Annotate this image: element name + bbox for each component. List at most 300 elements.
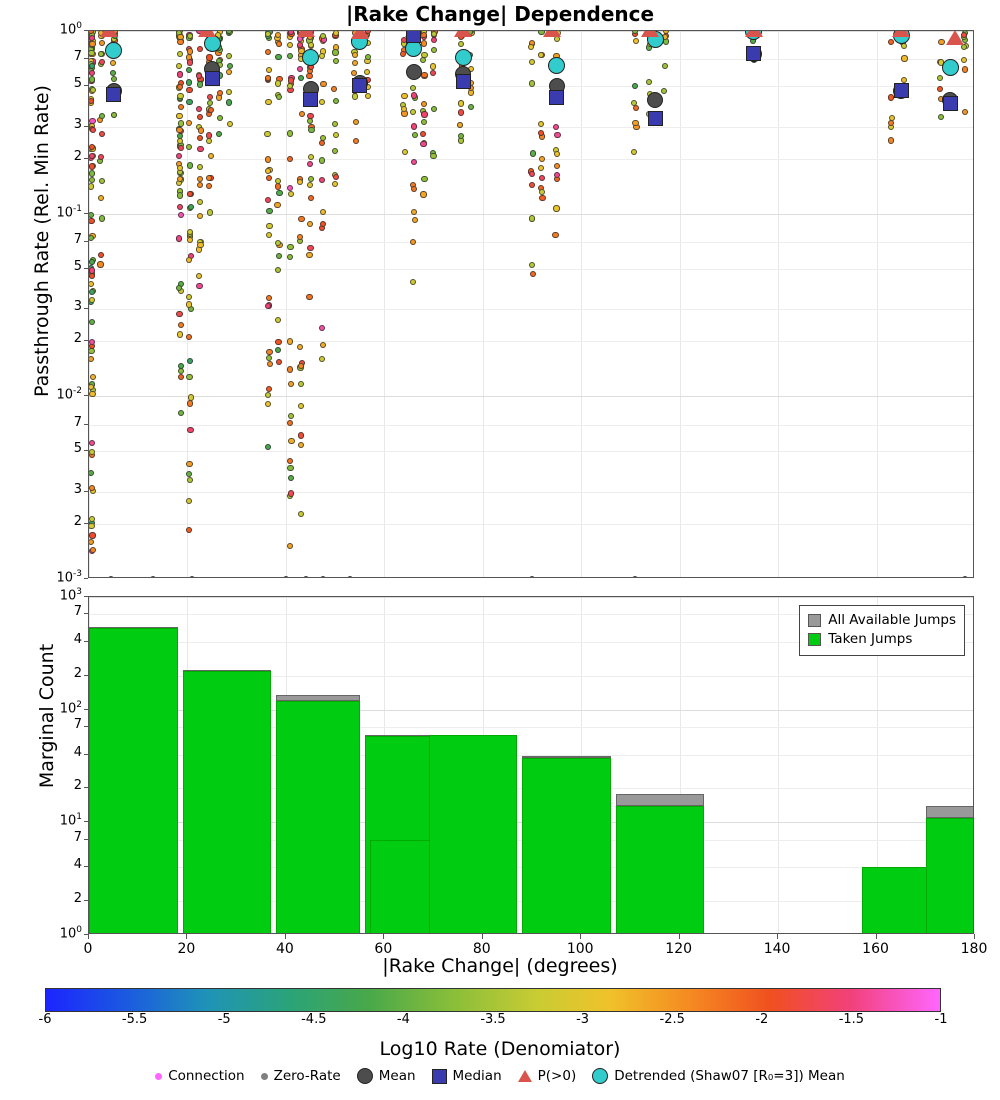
top-axis-ylabel: Passthrough Rate (Rel. Min Rate) xyxy=(31,85,53,397)
scatter-point xyxy=(196,273,202,279)
scatter-point xyxy=(431,47,437,53)
scatter-point xyxy=(353,119,359,125)
x-tick xyxy=(383,934,384,939)
x-tick-label: 120 xyxy=(665,941,693,957)
scatter-point xyxy=(307,245,313,251)
scatter-point xyxy=(266,232,272,238)
gridline-vertical xyxy=(778,597,779,933)
scatter-point xyxy=(265,197,271,203)
scatter-point xyxy=(177,165,183,171)
y-tick xyxy=(84,596,88,597)
colorbar-tick-label: -1 xyxy=(934,1012,948,1027)
scatter-point xyxy=(227,63,233,69)
y-tick xyxy=(84,523,88,524)
summary-marker-p-gt-0 xyxy=(641,31,659,37)
scatter-point xyxy=(276,190,282,196)
legend-item-all-jumps xyxy=(808,611,956,630)
y-tick-label: $10^{-3}$ xyxy=(56,569,82,586)
summary-marker-detrended-mean xyxy=(942,59,959,76)
scatter-point xyxy=(888,137,894,143)
scatter-point xyxy=(420,141,426,147)
scatter-point xyxy=(186,144,192,150)
scatter-point xyxy=(186,374,192,380)
scatter-point xyxy=(529,80,535,86)
summary-marker-median xyxy=(406,31,421,43)
y-tick-label: 5 xyxy=(73,258,82,274)
legend-label-all-jumps: All Available Jumps xyxy=(828,612,956,628)
scatter-point xyxy=(89,177,95,183)
scatter-point xyxy=(197,182,203,188)
legend-label-taken-jumps: Taken Jumps xyxy=(828,631,913,647)
scatter-point xyxy=(89,523,95,529)
marker-legend xyxy=(0,1068,1000,1084)
scatter-point xyxy=(187,400,193,406)
scatter-point xyxy=(266,386,272,392)
scatter-point xyxy=(178,410,184,416)
scatter-point xyxy=(89,183,94,189)
scatter-point xyxy=(276,359,282,365)
scatter-point xyxy=(554,172,560,178)
scatter-point xyxy=(186,334,192,340)
scatter-point xyxy=(298,432,304,438)
legend-label: Connection xyxy=(168,1068,245,1084)
scatter-point xyxy=(99,215,105,221)
scatter-point xyxy=(176,127,182,133)
scatter-point xyxy=(177,84,183,90)
scatter-point xyxy=(528,44,534,50)
scatter-point xyxy=(206,183,212,189)
scatter-point xyxy=(411,92,417,98)
y-tick-label: 2 xyxy=(73,891,82,907)
scatter-point xyxy=(331,86,337,92)
scatter-point xyxy=(457,122,463,128)
scatter-point xyxy=(217,90,223,96)
histogram-bar-taken-jumps xyxy=(522,758,611,933)
scatter-point xyxy=(287,244,293,250)
scatter-point xyxy=(365,93,371,99)
scatter-point xyxy=(288,381,294,387)
scatter-point xyxy=(206,54,212,60)
summary-marker-detrended-mean xyxy=(302,49,319,66)
histogram-bar-taken-jumps xyxy=(862,867,936,933)
y-tick xyxy=(84,821,88,822)
histogram-bar-taken-jumps xyxy=(616,806,705,933)
scatter-point xyxy=(458,41,464,47)
gridline-horizontal-minor xyxy=(89,451,973,452)
x-tick-label: 20 xyxy=(177,941,196,957)
scatter-point xyxy=(287,42,293,48)
scatter-point xyxy=(187,237,193,243)
scatter-point xyxy=(275,267,281,273)
gridline-vertical xyxy=(483,31,484,577)
scatter-point xyxy=(217,115,223,121)
scatter-point xyxy=(90,374,96,380)
scatter-point xyxy=(89,339,95,345)
summary-marker-p-gt-0 xyxy=(745,31,763,37)
scatter-point xyxy=(177,51,183,57)
scatter-point xyxy=(410,279,416,285)
x-tick xyxy=(186,934,187,939)
legend-item xyxy=(357,1068,416,1084)
x-tick-label: 160 xyxy=(862,941,889,957)
scatter-point xyxy=(176,311,182,317)
colorbar-tick-label: -6 xyxy=(38,1012,52,1027)
scatter-point xyxy=(298,75,304,81)
scatter-point xyxy=(89,297,95,303)
scatter-point xyxy=(89,163,95,169)
scatter-point xyxy=(265,156,271,162)
scatter-point xyxy=(365,54,371,60)
scatter-point xyxy=(89,50,95,56)
x-tick xyxy=(777,934,778,939)
scatter-point xyxy=(401,93,407,99)
scatter-point xyxy=(299,111,305,117)
scatter-point xyxy=(287,254,293,260)
gridline-vertical xyxy=(877,31,878,577)
zero-rate-point xyxy=(320,576,326,577)
scatter-point xyxy=(288,191,294,197)
summary-marker-p-gt-0 xyxy=(100,31,118,37)
scatter-point xyxy=(198,127,204,133)
scatter-point xyxy=(187,477,193,483)
scatter-point xyxy=(177,192,183,198)
dot-icon xyxy=(155,1073,162,1080)
scatter-point xyxy=(553,124,559,130)
colorbar-tick-label: -2.5 xyxy=(659,1012,685,1027)
scatter-point xyxy=(187,33,193,39)
scatter-point xyxy=(631,149,637,155)
scatter-point xyxy=(178,145,184,151)
summary-marker-mean xyxy=(647,92,663,108)
scatter-point xyxy=(206,138,212,144)
y-tick-label: 4 xyxy=(73,857,82,873)
x-tick-label: 0 xyxy=(83,941,93,957)
y-tick xyxy=(84,491,88,492)
scatter-point xyxy=(99,178,105,184)
y-tick xyxy=(84,85,88,86)
scatter-point xyxy=(307,221,313,227)
gridline-vertical xyxy=(581,31,582,577)
y-tick xyxy=(84,450,88,451)
scatter-point xyxy=(554,36,560,42)
colorbar-tick-label: -3 xyxy=(576,1012,590,1027)
scatter-point xyxy=(275,347,281,353)
scatter-point xyxy=(89,539,94,545)
scatter-point xyxy=(412,132,418,138)
scatter-point xyxy=(308,176,314,182)
scatter-point xyxy=(197,135,203,141)
y-tick xyxy=(84,641,88,642)
summary-marker-median xyxy=(746,46,761,61)
scatter-point xyxy=(901,43,907,49)
scatter-point xyxy=(401,106,407,112)
scatter-point xyxy=(207,100,213,106)
summary-marker-median xyxy=(943,96,958,111)
scatter-point xyxy=(186,99,192,105)
scatter-point xyxy=(89,440,95,446)
scatter-point xyxy=(410,239,416,245)
scatter-point xyxy=(275,54,281,60)
scatter-point xyxy=(89,235,94,241)
colorbar-tick-label: -2 xyxy=(755,1012,769,1027)
x-tick xyxy=(285,934,286,939)
y-tick xyxy=(84,726,88,727)
scatter-point xyxy=(288,490,294,496)
x-tick-label: 180 xyxy=(960,941,988,957)
scatter-point xyxy=(265,75,271,81)
x-tick xyxy=(876,934,877,939)
scatter-point xyxy=(539,189,545,195)
summary-marker-detrended-mean xyxy=(455,49,472,66)
scatter-point xyxy=(320,81,326,87)
y-tick xyxy=(84,308,88,309)
scatter-point xyxy=(554,163,560,169)
scatter-point xyxy=(319,99,325,105)
zero-rate-point xyxy=(962,576,968,577)
scatter-point xyxy=(287,543,293,549)
histogram-bar-taken-jumps xyxy=(276,701,360,933)
scatter-point xyxy=(207,209,213,215)
gridline-horizontal-minor xyxy=(89,242,973,243)
y-tick xyxy=(84,424,88,425)
summary-marker-detrended-mean xyxy=(405,40,422,57)
scatter-point xyxy=(421,101,427,107)
legend-item-taken-jumps xyxy=(808,630,956,649)
scatter-point xyxy=(197,164,203,170)
scatter-point xyxy=(431,37,437,43)
y-tick-label: 2 xyxy=(73,148,82,164)
summary-marker-p-gt-0 xyxy=(892,31,910,37)
scatter-point xyxy=(468,104,474,110)
y-tick-label: 2 xyxy=(73,514,82,529)
scatter-point xyxy=(177,93,183,99)
scatter-point xyxy=(458,109,464,115)
summary-marker-median xyxy=(106,87,121,102)
summary-marker-p-gt-0 xyxy=(198,31,216,37)
scatter-plot-axes xyxy=(88,30,974,578)
summary-marker-median xyxy=(894,83,909,98)
scatter-point xyxy=(197,114,203,120)
y-tick xyxy=(84,213,88,214)
scatter-point xyxy=(552,232,558,238)
scatter-point xyxy=(319,157,325,163)
legend-label: P(>0) xyxy=(537,1068,577,1084)
scatter-point xyxy=(646,79,652,85)
scatter-point xyxy=(178,212,184,218)
histogram-bar-taken-jumps xyxy=(183,671,272,933)
scatter-point xyxy=(287,366,293,372)
scatter-point xyxy=(186,120,192,126)
y-tick xyxy=(84,754,88,755)
scatter-point xyxy=(186,257,192,263)
scatter-point xyxy=(208,107,214,113)
scatter-point xyxy=(89,281,94,287)
scatter-point xyxy=(297,66,303,72)
colorbar-tick-label: -4.5 xyxy=(301,1012,327,1027)
scatter-point xyxy=(226,89,232,95)
y-tick-label: 2 xyxy=(73,778,82,794)
scatter-point xyxy=(320,221,326,227)
scatter-point xyxy=(307,182,313,188)
zero-rate-point xyxy=(529,576,535,577)
scatter-point xyxy=(98,252,104,258)
x-tick-label: 140 xyxy=(763,941,791,957)
y-tick xyxy=(84,613,88,614)
scatter-point xyxy=(319,177,325,183)
histogram-axes xyxy=(88,596,974,934)
scatter-point xyxy=(274,202,280,208)
summary-marker-median xyxy=(303,92,318,107)
scatter-point xyxy=(937,86,943,92)
scatter-point xyxy=(197,199,203,205)
zero-rate-point xyxy=(150,576,156,577)
scatter-point xyxy=(539,195,545,201)
scatter-point xyxy=(553,205,559,211)
y-tick-label: 2 xyxy=(73,665,82,681)
x-tick-label: 100 xyxy=(566,941,594,957)
scatter-point xyxy=(98,195,104,201)
scatter-point xyxy=(177,71,183,77)
scatter-point xyxy=(89,267,95,273)
scatter-point xyxy=(529,59,535,65)
summary-marker-median xyxy=(205,71,220,86)
gridline-horizontal-minor xyxy=(89,492,973,493)
scatter-point xyxy=(352,60,358,66)
scatter-point xyxy=(266,355,272,361)
scatter-point xyxy=(661,88,667,94)
legend-item xyxy=(518,1068,577,1084)
scatter-point xyxy=(938,39,944,45)
scatter-point xyxy=(411,186,417,192)
y-tick xyxy=(84,268,88,269)
scatter-point xyxy=(97,261,103,267)
gridline-horizontal-minor xyxy=(89,341,973,342)
scatter-point xyxy=(89,153,95,159)
scatter-point xyxy=(186,294,192,300)
y-tick xyxy=(84,395,88,396)
colorbar-label: Log10 Rate (Denomiator) xyxy=(379,1038,621,1060)
scatter-point xyxy=(333,132,339,138)
scatter-point xyxy=(430,70,436,76)
scatter-point xyxy=(196,73,202,79)
y-tick-label: 7 xyxy=(73,829,82,845)
scatter-point xyxy=(529,262,535,268)
scatter-point xyxy=(89,76,95,82)
x-tick xyxy=(679,934,680,939)
scatter-point xyxy=(297,179,303,185)
scatter-point xyxy=(275,80,281,86)
scatter-point xyxy=(307,161,313,167)
scatter-point xyxy=(961,57,967,63)
zero-rate-point xyxy=(189,576,195,577)
scatter-point xyxy=(421,72,427,78)
scatter-point xyxy=(306,294,312,300)
x-tick-label: 80 xyxy=(472,941,491,957)
scatter-point xyxy=(176,63,182,69)
scatter-point xyxy=(287,156,293,162)
scatter-point xyxy=(306,252,312,258)
scatter-point xyxy=(411,123,417,129)
legend-label: Detrended (Shaw07 [R₀=3]) Mean xyxy=(614,1068,845,1084)
scatter-point xyxy=(287,130,293,136)
scatter-point xyxy=(186,79,192,85)
scatter-point xyxy=(216,131,222,137)
scatter-point xyxy=(421,52,427,58)
scatter-point xyxy=(99,59,105,65)
scatter-point xyxy=(430,63,436,69)
scatter-point xyxy=(178,322,184,328)
scatter-point xyxy=(632,120,638,126)
legend-item xyxy=(592,1068,845,1084)
scatter-point xyxy=(633,38,639,44)
scatter-point xyxy=(186,461,192,467)
scatter-point xyxy=(333,174,339,180)
gridline-vertical xyxy=(778,31,779,577)
scatter-point xyxy=(306,73,312,79)
colorbar-tick-label: -3.5 xyxy=(480,1012,506,1027)
scatter-point xyxy=(111,76,117,82)
zero-rate-point xyxy=(632,576,638,577)
scatter-point xyxy=(287,458,293,464)
x-tick xyxy=(580,934,581,939)
y-tick xyxy=(84,158,88,159)
gridline-horizontal-minor xyxy=(89,269,973,270)
y-tick xyxy=(84,30,88,31)
zero-rate-point xyxy=(347,576,353,577)
scatter-point xyxy=(89,218,95,224)
scatter-point xyxy=(421,119,427,125)
gridline-horizontal-minor xyxy=(89,309,973,310)
colorbar-tick-label: -1.5 xyxy=(838,1012,865,1027)
scatter-point xyxy=(539,175,545,181)
scatter-point xyxy=(275,32,281,38)
scatter-point xyxy=(276,41,282,47)
scatter-point xyxy=(266,67,272,73)
y-tick-label: $10^0$ xyxy=(59,21,82,38)
scatter-point xyxy=(111,112,117,118)
y-tick xyxy=(84,866,88,867)
y-tick-label: 3 xyxy=(73,299,82,315)
zero-rate-point xyxy=(108,576,114,577)
scatter-point xyxy=(364,69,370,75)
square-icon xyxy=(432,1069,447,1084)
scatter-point xyxy=(265,303,271,309)
summary-marker-p-gt-0 xyxy=(454,31,472,37)
scatter-point xyxy=(332,148,338,154)
scatter-point xyxy=(662,63,668,69)
scatter-point xyxy=(265,444,271,450)
y-tick-label: $10^2$ xyxy=(59,699,82,716)
scatter-point xyxy=(937,75,943,81)
scatter-point xyxy=(89,391,95,397)
zero-rate-point xyxy=(303,576,309,577)
scatter-point xyxy=(89,532,95,538)
scatter-point xyxy=(352,93,358,99)
y-tick-label: $10^{-1}$ xyxy=(56,203,82,220)
circle-icon xyxy=(592,1068,608,1084)
scatter-point xyxy=(89,470,94,476)
scatter-point xyxy=(307,113,313,119)
summary-marker-median xyxy=(549,90,564,105)
scatter-point xyxy=(89,259,95,265)
scatter-point xyxy=(308,195,314,201)
scatter-point xyxy=(99,40,105,46)
histogram-bar-taken-jumps xyxy=(429,735,518,933)
scatter-point xyxy=(89,356,94,362)
scatter-point xyxy=(187,48,193,54)
scatter-point xyxy=(962,109,968,115)
scatter-point xyxy=(177,204,183,210)
